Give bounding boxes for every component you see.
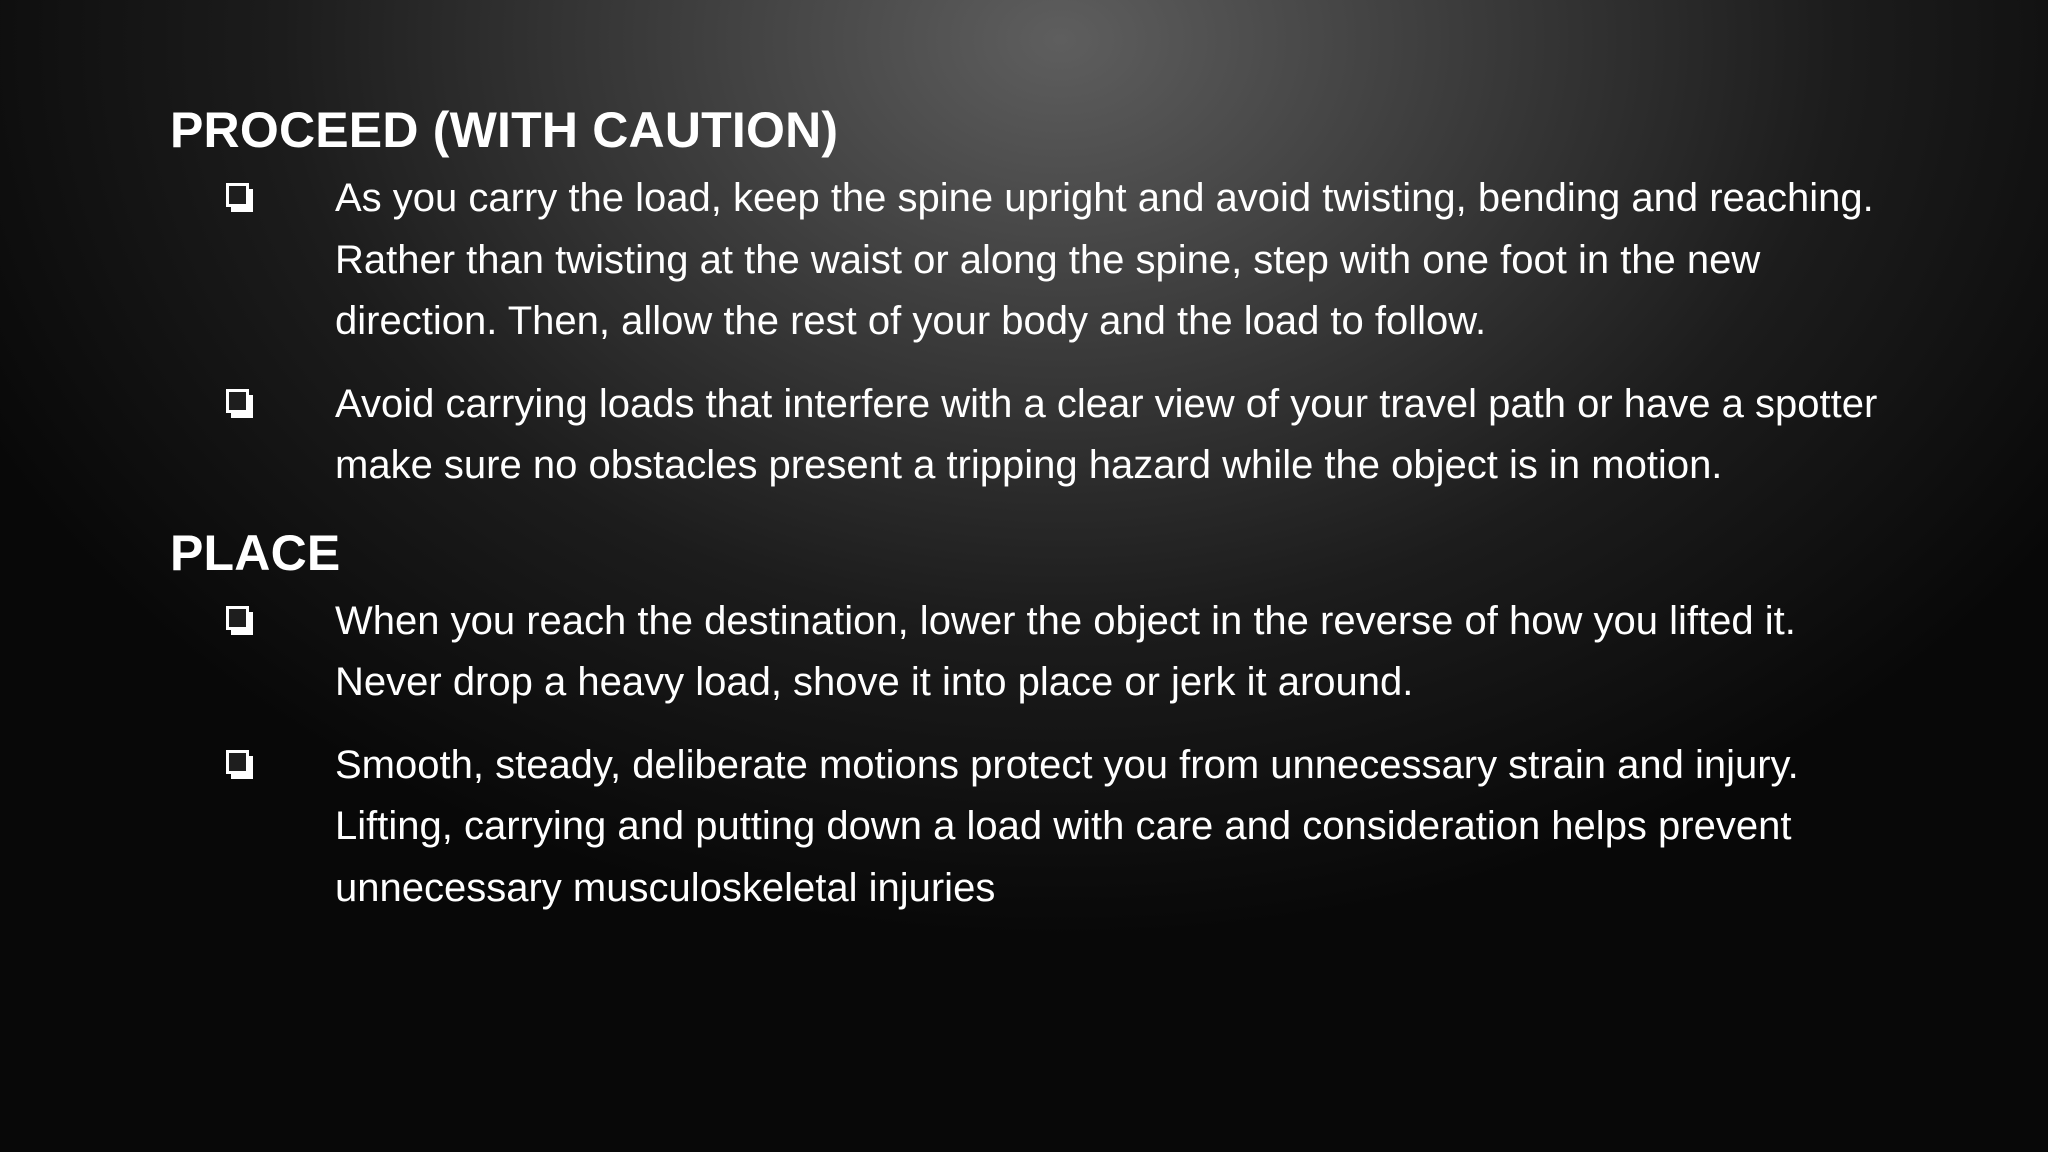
bullet-list-proceed (170, 168, 1910, 497)
bullet-text: As you carry the load, keep the spine upright and avoid twisting, bending and reaching. Rather than twisting at the waist or along the spine, step with one foot in the new direction. Then, allow the rest of your body and the load to follow. (335, 176, 1874, 343)
bullet-item (170, 374, 1910, 497)
checkbox-bullet-icon (226, 750, 254, 780)
bullet-item (170, 591, 1910, 714)
bullet-item (170, 168, 1910, 353)
bullet-list-place (170, 591, 1910, 920)
checkbox-bullet-icon (226, 389, 254, 419)
section-heading-place: PLACE (170, 524, 341, 581)
bullet-text: Smooth, steady, deliberate motions protect you from unnecessary strain and injury. Lifting, carrying and putting down a load with care and consideration helps prevent unnecessary musculoskeletal injuries (335, 742, 1799, 910)
checkbox-bullet-icon (226, 606, 254, 636)
checkbox-bullet-icon (226, 183, 254, 213)
slide-content (170, 92, 1910, 937)
section-heading-proceed: PROCEED (WITH CAUTION) (170, 102, 839, 158)
section-place (170, 515, 1910, 920)
section-proceed (170, 92, 1910, 497)
bullet-item (170, 735, 1910, 920)
bullet-text: Avoid carrying loads that interfere with a clear view of your travel path or have a spotter make sure no obstacles present a tripping hazard while the object is in motion. (335, 381, 1878, 487)
bullet-text: When you reach the destination, lower the object in the reverse of how you lifted it. Never drop a heavy load, shove it into place or jerk it around. (335, 598, 1796, 704)
